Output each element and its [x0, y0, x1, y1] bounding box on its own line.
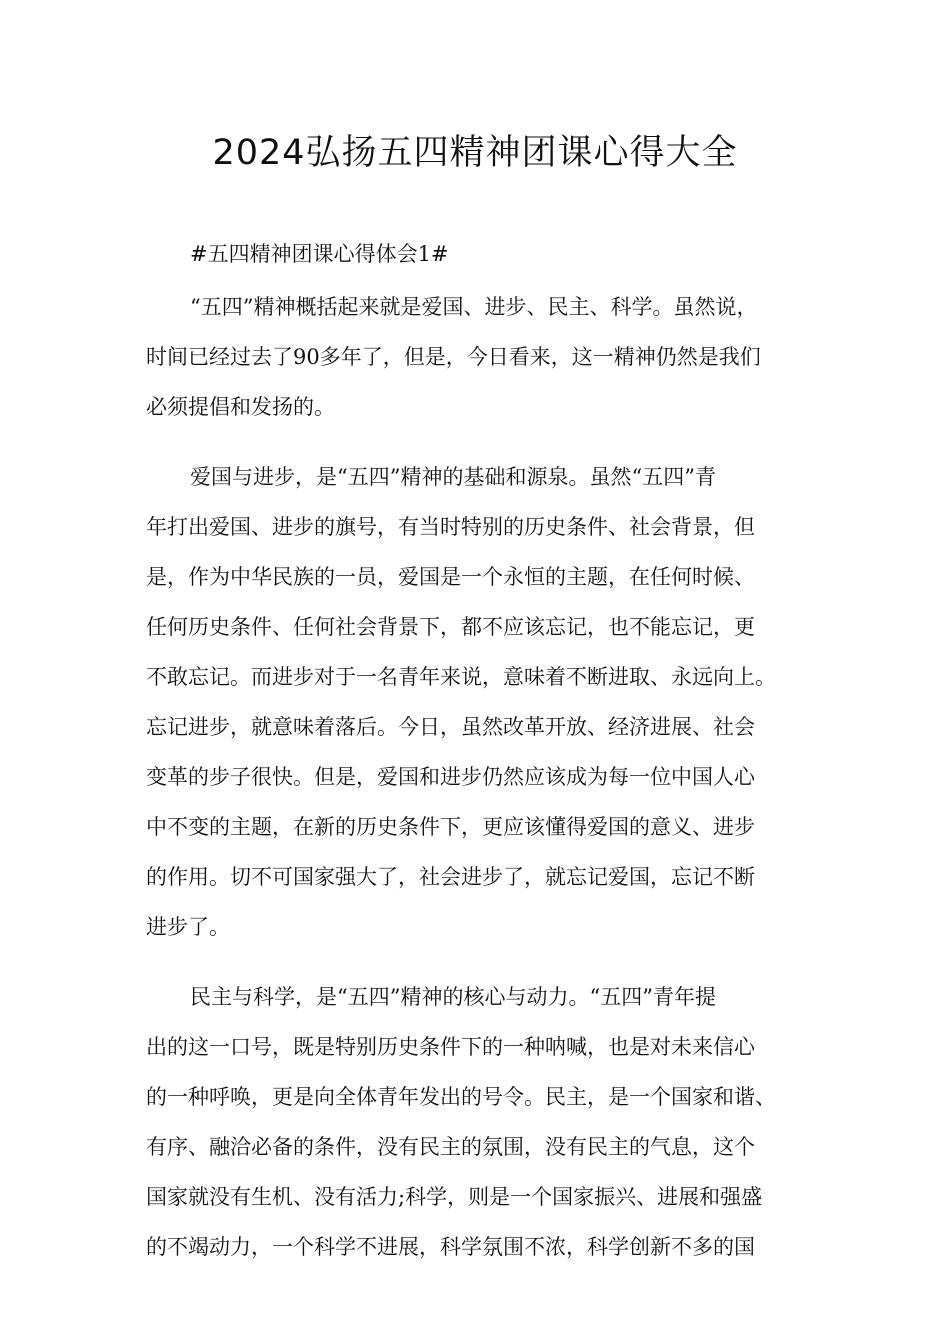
- paragraph-line: 的不竭动力，一个科学不进展，科学氛围不浓，科学创新不多的国: [146, 1235, 755, 1259]
- paragraph-line: 民主与科学，是“五四”精神的核心与动力。“五四”青年提: [190, 985, 716, 1009]
- paragraph-line: 年打出爱国、进步的旗号，有当时特别的历史条件、社会背景，但: [146, 515, 755, 539]
- paragraph-line: 必须提倡和发扬的。: [146, 395, 335, 419]
- paragraph-line: 的作用。切不可国家强大了，社会进步了，就忘记爱国，忘记不断: [146, 865, 755, 889]
- document-body: [146, 234, 836, 1272]
- paragraph-3: [146, 972, 836, 1272]
- paragraph-line: 的一种呼唤，更是向全体青年发出的号令。民主，是一个国家和谐、: [146, 1085, 776, 1109]
- paragraph-line: 进步了。: [146, 915, 230, 939]
- paragraph-line: 忘记进步，就意味着落后。今日，虽然改革开放、经济进展、社会: [146, 715, 755, 739]
- paragraph-line: 时间已经过去了90多年了，但是，今日看来，这一精神仍然是我们: [146, 345, 761, 369]
- paragraph-line: 任何历史条件、任何社会背景下，都不应该忘记，也不能忘记，更: [146, 615, 755, 639]
- section-heading: #五四精神团课心得体会1#: [190, 242, 449, 266]
- paragraph-line: 变革的步子很快。但是，爱国和进步仍然应该成为每一位中国人心: [146, 765, 755, 789]
- paragraph-line: 有序、融洽必备的条件，没有民主的氛围，没有民主的气息，这个: [146, 1135, 755, 1159]
- paragraph-line: 中不变的主题，在新的历史条件下，更应该懂得爱国的意义、进步: [146, 815, 755, 839]
- paragraph-line: 出的这一口号，既是特别历史条件下的一种呐喊，也是对未来信心: [146, 1035, 755, 1059]
- paragraph-line: “五四”精神概括起来就是爱国、进步、民主、科学。虽然说，: [190, 295, 758, 319]
- paragraph-line: 爱国与进步，是“五四”精神的基础和源泉。虽然“五四”青: [190, 465, 716, 489]
- paragraph-line: 是，作为中华民族的一员，爱国是一个永恒的主题，在任何时候、: [146, 565, 755, 589]
- paragraph-1: [146, 282, 836, 432]
- paragraph-2: [146, 452, 836, 952]
- document-title: 2024弘扬五四精神团课心得大全: [212, 133, 738, 173]
- paragraph-line: 不敢忘记。而进步对于一名青年来说，意味着不断进取、永远向上。: [146, 665, 776, 689]
- paragraph-line: 国家就没有生机、没有活力;科学，则是一个国家振兴、进展和强盛: [146, 1185, 763, 1209]
